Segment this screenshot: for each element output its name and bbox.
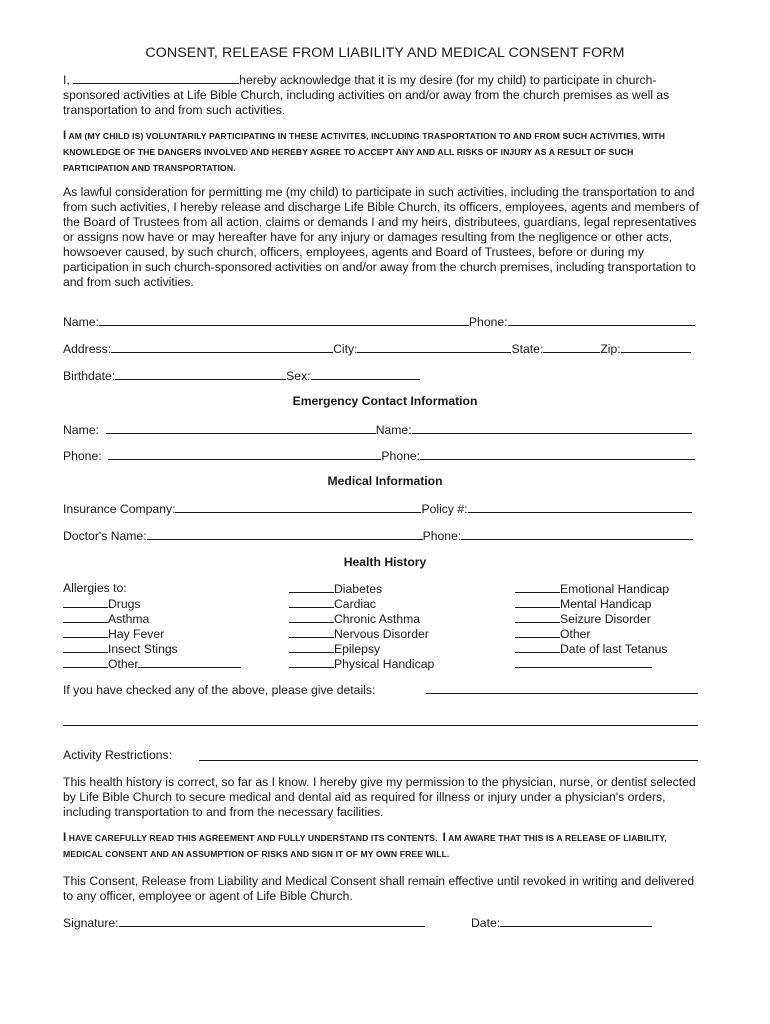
signature-row — [63, 915, 425, 931]
tetanus-blank[interactable] — [515, 641, 560, 653]
restrictions-label: Activity Restrictions: — [63, 748, 173, 762]
emergency-phone-label-2: Phone: — [381, 449, 421, 463]
ack-text-1: HAVE CAREFULLY READ THIS AGREEMENT AND FULLY UNDERSTAND ITS CONTENTS. — [68, 833, 438, 843]
health-item-nervous-disorder — [289, 626, 429, 642]
other-1-blank[interactable] — [63, 656, 108, 668]
asthma-blank[interactable] — [63, 611, 108, 623]
phone-input[interactable] — [508, 314, 695, 326]
details-input-2[interactable] — [63, 725, 698, 726]
diabetes-label: Diabetes — [334, 582, 383, 596]
nervous-disorder-blank[interactable] — [289, 626, 334, 638]
seizure-disorder-blank[interactable] — [515, 611, 560, 623]
voluntary-statement — [63, 128, 699, 176]
health-item-other-2 — [515, 626, 590, 642]
ack-lead-2: I — [442, 832, 446, 844]
emergency-phone-label-1: Phone: — [63, 449, 102, 463]
health-item-epilepsy — [289, 641, 380, 657]
restrictions-input[interactable] — [199, 760, 698, 761]
sex-input[interactable] — [311, 368, 420, 380]
emergency-name-input-2[interactable] — [412, 422, 692, 434]
intro-lead: I, — [63, 73, 70, 87]
allergies-label: Allergies to: — [63, 581, 127, 595]
insect-stings-blank[interactable] — [63, 641, 108, 653]
other-2-label: Other — [560, 627, 591, 641]
health-item-hay-fever — [63, 626, 164, 642]
asthma-label: Asthma — [108, 612, 150, 626]
emotional-handicap-label: Emotional Handicap — [560, 582, 670, 596]
policy-label: Policy #: — [421, 502, 468, 516]
emergency-name-label-1: Name: — [63, 423, 99, 437]
date-label: Date: — [471, 916, 501, 930]
insurance-label: Insurance Company: — [63, 502, 176, 516]
ack-text-2: AM AWARE THAT THIS IS A RELEASE OF LIABILITY, MEDICAL CONSENT AND AN ASSUMPTION OF RISKS AND SIGN IT OF MY OWN FREE WILL. — [63, 833, 667, 859]
other-2-blank[interactable] — [515, 626, 560, 638]
zip-input[interactable] — [621, 341, 691, 353]
doctor-input[interactable] — [147, 528, 423, 540]
effective-paragraph: This Consent, Release from Liability and Medical Consent shall remain effective until revoked in writing and delivered to any officer, employee or agent of Life Bible Church. — [63, 874, 695, 903]
emergency-heading: Emergency Contact Information — [292, 394, 478, 408]
mental-handicap-blank[interactable] — [515, 596, 560, 608]
doctor-phone-label: Phone: — [422, 529, 462, 543]
cardiac-label: Cardiac — [334, 597, 376, 611]
health-item-seizure-disorder — [515, 611, 651, 627]
health-item-tetanus — [515, 641, 668, 657]
drugs-label: Drugs — [108, 597, 141, 611]
mental-handicap-label: Mental Handicap — [560, 597, 652, 611]
chronic-asthma-blank[interactable] — [289, 611, 334, 623]
state-input[interactable] — [543, 341, 600, 353]
medical-heading: Medical Information — [327, 474, 443, 488]
details-label: If you have checked any of the above, please give details: — [63, 683, 376, 697]
release-paragraph: As lawful consideration for permitting me (my child) to participate in such activities, including the transportation to and from such activities, I hereby release and discharge Life Bible Church, its officers, employees, agents and members of the Board of Trustees from all action, claims or demands I and my heirs, distributees, guardians, legal representatives or assigns now have or may hereafter have for any injury or damages resulting from the negligence or other acts, howsoever caused, by such church, officers, employees, agents and Board of Trustees, before or during my participation in such church-sponsored activities on and/or away from the church premises, including transportation to and from such activities. — [63, 185, 699, 289]
name-label: Name: — [63, 315, 99, 329]
doctor-label: Doctor's Name: — [63, 529, 147, 543]
birthdate-label: Birthdate: — [63, 369, 116, 383]
emergency-name-row — [63, 422, 692, 438]
state-label: State: — [511, 342, 544, 356]
diabetes-blank[interactable] — [289, 581, 334, 593]
physical-handicap-label: Physical Handicap — [334, 657, 435, 671]
health-item-asthma — [63, 611, 149, 627]
insect-stings-label: Insect Stings — [108, 642, 178, 656]
insurance-input[interactable] — [175, 501, 421, 513]
date-input[interactable] — [500, 915, 652, 927]
emergency-name-label-2: Name: — [375, 423, 412, 437]
intro-paragraph — [63, 72, 703, 118]
form-title: CONSENT, RELEASE FROM LIABILITY AND MEDICAL CONSENT FORM — [145, 45, 625, 61]
other-1-detail-input[interactable] — [138, 656, 241, 668]
drugs-blank[interactable] — [63, 596, 108, 608]
health-item-physical-handicap — [289, 656, 434, 672]
sex-label: Sex: — [286, 369, 311, 383]
epilepsy-label: Epilepsy — [334, 642, 381, 656]
phone-label: Phone: — [468, 315, 508, 329]
intro-text: hereby acknowledge that it is my desire (for my child) to participate in church-sponsored activities at Life Bible Church, including activities on and/or away from the church premises as well as transportation to and from such activities. — [63, 73, 670, 117]
cardiac-blank[interactable] — [289, 596, 334, 608]
emergency-phone-input-2[interactable] — [420, 448, 695, 460]
permission-paragraph: This health history is correct, so far as I know. I hereby give my permission to the physician, nurse, or dentist selected by Life Bible Church to secure medical and dental aid as required for illness or injury under a physician's orders, including transportation to and from the necessary facilities. — [63, 775, 696, 819]
health-item-chronic-asthma — [289, 611, 420, 627]
city-input[interactable] — [357, 341, 511, 353]
address-label: Address: — [63, 342, 112, 356]
voluntary-lead: I — [63, 130, 67, 142]
birthdate-row — [63, 368, 420, 384]
date-row — [471, 915, 652, 931]
acknowledgement-statement — [63, 830, 703, 862]
name-row — [63, 314, 695, 330]
zip-label: Zip: — [600, 342, 621, 356]
voluntary-text: AM (MY CHILD IS) VOLUNTARILY PARTICIPATING IN THESE ACTIVITES, INCLUDING TRASPORTATION TO AND FROM SUCH ACTIVITIES, WITH KNOWLEDGE OF THE DANGERS INVOLVED AND HEREBY AGREE TO ACCEPT ANY AND ALL RISKS OF INJURY AS A RESULT OF SUCH PARTICIPATION AND TRANSPORTATION. — [63, 131, 665, 173]
epilepsy-blank[interactable] — [289, 641, 334, 653]
participant-name-input[interactable] — [73, 72, 239, 84]
doctor-row — [63, 528, 693, 544]
health-item-cardiac — [289, 596, 376, 612]
health-item-insect-stings — [63, 641, 178, 657]
insurance-row — [63, 501, 692, 517]
emergency-name-input-1[interactable] — [106, 422, 376, 434]
health-item-emotional-handicap — [515, 581, 669, 597]
tetanus-label: Date of last Tetanus — [560, 642, 668, 656]
doctor-phone-input[interactable] — [461, 528, 693, 540]
health-item-diabetes — [289, 581, 382, 597]
other-1-label: Other — [108, 657, 139, 671]
ack-lead-1: I — [63, 832, 67, 844]
birthdate-input[interactable] — [115, 368, 286, 380]
tetanus-date-row — [515, 656, 652, 672]
health-item-other-1 — [63, 656, 241, 672]
address-row — [63, 341, 691, 357]
policy-input[interactable] — [468, 501, 692, 513]
tetanus-date-input[interactable] — [515, 656, 652, 668]
seizure-disorder-label: Seizure Disorder — [560, 612, 651, 626]
physical-handicap-blank[interactable] — [289, 656, 334, 668]
name-input[interactable] — [99, 314, 469, 326]
chronic-asthma-label: Chronic Asthma — [334, 612, 421, 626]
hay-fever-blank[interactable] — [63, 626, 108, 638]
hay-fever-label: Hay Fever — [108, 627, 165, 641]
signature-input[interactable] — [119, 915, 425, 927]
signature-label: Signature: — [63, 916, 119, 930]
emergency-phone-row — [63, 448, 695, 464]
city-label: City: — [333, 342, 358, 356]
emergency-phone-input-1[interactable] — [108, 448, 381, 460]
health-heading: Health History — [343, 555, 427, 569]
health-item-drugs — [63, 596, 141, 612]
details-input-1[interactable] — [426, 693, 698, 694]
address-input[interactable] — [111, 341, 333, 353]
health-item-mental-handicap — [515, 596, 651, 612]
emotional-handicap-blank[interactable] — [515, 581, 560, 593]
nervous-disorder-label: Nervous Disorder — [334, 627, 429, 641]
